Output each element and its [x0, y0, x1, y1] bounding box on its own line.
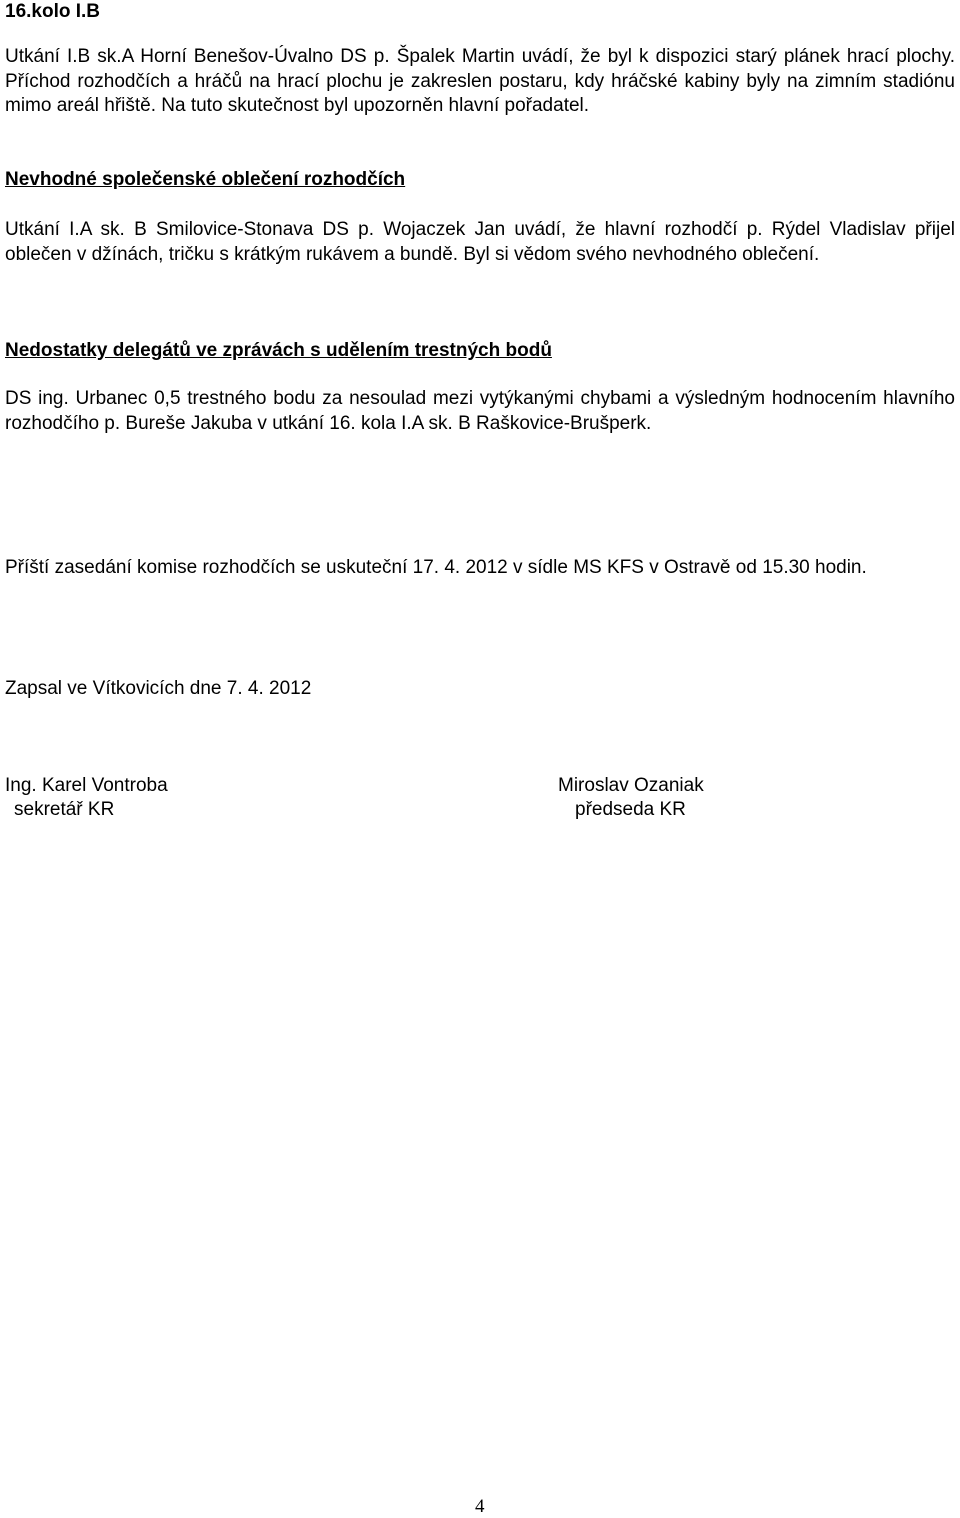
recorded-note: Zapsal ve Vítkovicích dne 7. 4. 2012 — [5, 678, 312, 699]
section-title-round: 16.kolo I.B — [5, 1, 101, 22]
paragraph-horni-benesov: Utkání I.B sk.A Horní Benešov-Úvalno DS p. Špalek Martin uvádí, že byl k dispozici starý plánek hrací plochy. Příchod rozhodčích a hráčů na hrací plochu je zakreslen postaru, kdy hráčské kabiny byly na zimním stadiónu mimo areál hřiště. Na tuto skutečnost byl upozorněn hlavní pořadatel. — [5, 46, 955, 116]
paragraph-urbanec: DS ing. Urbanec 0,5 trestného bodu za nesoulad mezi vytýkanými chybami a výsledným hodnocením hlavního rozhodčího p. Bureše Jakuba v utkání 16. kola I.A sk. B Raškovice-Brušperk. — [5, 388, 955, 434]
signature-left-name: Ing. Karel Vontroba — [5, 775, 168, 796]
signature-right-role: předseda KR — [575, 799, 686, 820]
signature-left-role: sekretář KR — [14, 799, 115, 820]
paragraph-smilovice-stonava: Utkání I.A sk. B Smilovice-Stonava DS p. Wojaczek Jan uvádí, že hlavní rozhodčí p. Rýdel Vladislav přijel oblečen v džínách, tričku s krátkým rukávem a bundě. Byl si vědom svého nevhodného oblečení. — [5, 219, 955, 265]
heading-inappropriate-clothing: Nevhodné společenské oblečení rozhodčích — [5, 169, 406, 190]
signature-right-name: Miroslav Ozaniak — [558, 775, 704, 796]
page-number: 4 — [475, 1496, 485, 1517]
heading-delegate-shortcomings: Nedostatky delegátů ve zprávách s udělením trestných bodů — [5, 340, 552, 361]
next-meeting-note: Příští zasedání komise rozhodčích se uskuteční 17. 4. 2012 v sídle MS KFS v Ostravě od 15.30 hodin. — [5, 557, 867, 578]
